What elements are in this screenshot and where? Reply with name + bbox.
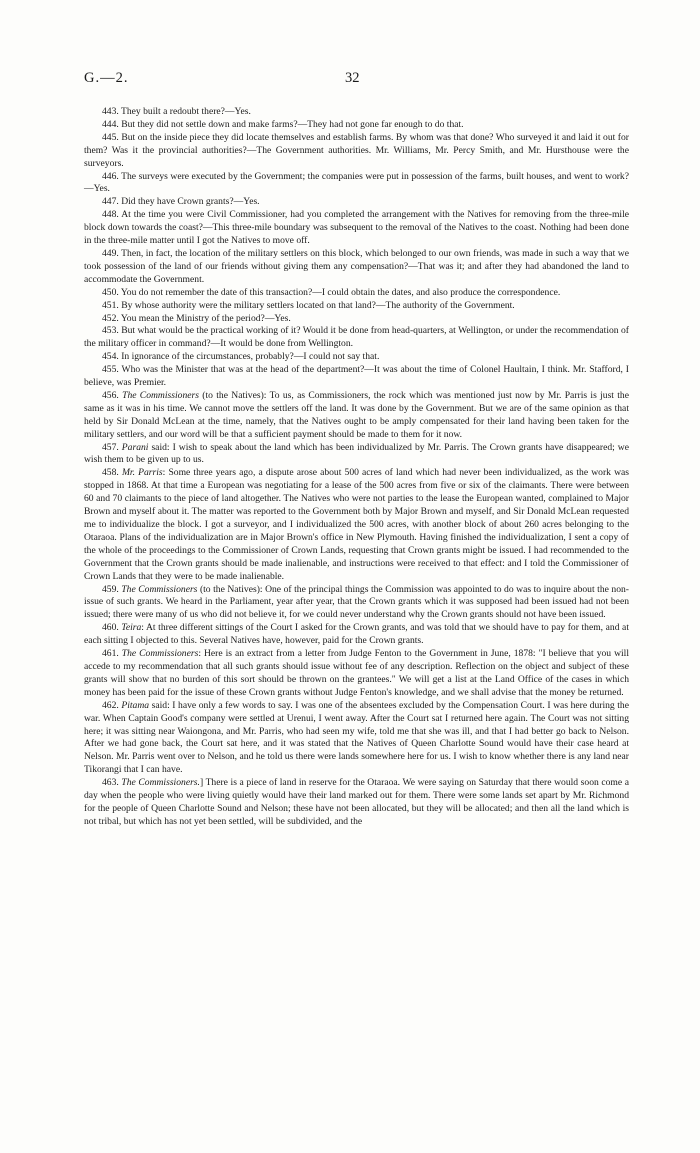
question-paragraph: 445. But on the inside piece they did locate themselves and establish farms. By whom was that done? Who surveyed it and laid it out for them? Was it the provincial authorities?—The Government authorities. Mr. Williams, Mr. Percy Smith, and Mr. Hursthouse were the surveyors. [84,131,629,169]
question-paragraph: 443. They built a redoubt there?—Yes. [102,106,251,117]
question-paragraph: 450. You do not remember the date of this transaction?—I could obtain the dates, and also produce the correspondence. [102,286,561,298]
testimony-body [84,106,629,829]
document-reference: G.—2. [84,70,129,86]
statement-paragraph: 460. Teira: At three different sittings of the Court I asked for the Crown grants, and was told that we should have to pay for them, and at each sitting I objected to this. Several Natives have, however, paid for the Crown grants. [84,622,629,647]
question-paragraph: 452. You mean the Ministry of the period?—Yes. [102,312,291,324]
question-paragraph: 444. But they did not settle down and make farms?—They had not gone far enough to do that. [102,118,464,130]
statement-paragraph: 463. The Commissioners.] There is a piece of land in reserve for the Otaraoa. We were saying on Saturday that there would soon come a day when the people who were living quietly would have their land marked out for them. There were some lands set apart by Mr. Richmond for the people of Queen Charlotte Sound and Nelson; these have not been allocated, but they will be allocated; and then all the land which is not tribal, but which has not yet been settled, will be subdivided, and the [84,777,630,827]
statement-paragraph: 457. Parani said: I wish to speak about the land which has been individualized by Mr. Parris. The Crown grants have disappeared; we wish them to be given up to us. [84,441,629,466]
question-paragraph: 447. Did they have Crown grants?—Yes. [102,196,260,208]
question-paragraph: 454. In ignorance of the circumstances, probably?—I could not say that. [102,351,380,363]
page-number: 32 [345,70,360,86]
question-paragraph: 446. The surveys were executed by the Government; the companies were put in possession of the farms, built houses, and went to work?—Yes. [84,170,629,195]
question-paragraph: 455. Who was the Minister that was at the head of the department?—It was about the time of Colonel Haultain, I think. Mr. Stafford, I believe, was Premier. [84,364,629,389]
question-paragraph: 451. By whose authority were the military settlers located on that land?—The authority of the Government. [102,299,515,311]
question-paragraph: 453. But what would be the practical working of it? Would it be done from head-quarters, at Wellington, or under the recommendation of the military officer in command?—It would be done from Wellington. [84,325,629,350]
question-paragraph: 449. Then, in fact, the location of the military settlers on this block, which belonged to our own friends, was made in such a way that we took possession of the land of our friends without giving them any compensation?—That was it; and after they had abandoned the land to accommodate the Government. [84,247,629,285]
question-paragraph: 448. At the time you were Civil Commissioner, had you completed the arrangement with the Natives for removing from the three-mile block down towards the coast?—This three-mile boundary was subsequent to the removal of the Natives to the coast. Nothing had been done in the three-mile matter until I got the Natives to move off. [84,209,629,247]
statement-paragraph: 458. Mr. Parris: Some three years ago, a dispute arose about 500 acres of land which had never been individualized, as the work was stopped in 1868. At that time a European was negotiating for a lease of the 500 acres from five or six of the claimants. There were between 60 and 70 claimants to the piece of land altogether. The Natives who were not parties to the lease the European wanted, complained to Major Brown and myself about it. The matter was reported to the Government both by Major Brown and myself, and Sir Donald McLean requested me to individualize the block. I got a surveyor, and I individualized the 500 acres, with another block of about 260 acres belonging to the Otaraoa. Plans of the individualization are in Major Brown's office in New Plymouth. Having finished the individualization, I sent a copy of the whole of the proceedings to the Commissioner of Crown Lands, requesting that Crown grants might be issued. I had recommended to the Government that the Crown grants should be made inalienable, and instructions were received to that effect: and I told the Commissioner of Crown Lands that they were to be made inalienable. [84,467,630,582]
statement-paragraph: 461. The Commissioners: Here is an extract from a letter from Judge Fenton to the Government in June, 1878: "I believe that you will accede to my recommendation that all such grants should issue without fee of any description. Reflection on the object and subject of these grants will show that no burden of this sort should be thrown on the grantees." We will get a list at the Land Office of the cases in which money has been paid for the issue of these Crown grants without Judge Fenton's knowledge, and we shall advise that the money be returned. [84,648,629,698]
statement-paragraph: 462. Pitama said: I have only a few words to say. I was one of the absentees excluded by the Compensation Court. I was here during the war. When Captain Good's company were settled at Urenui, I went away. After the Court sat I returned here again. The Court was not sitting here; it was sitting near Waiongona, and Mr. Parris, who had seen my wife, told me that she was ill, and that I had better go back to Nelson. After we had gone back, the Court sat here, and it was stated that the Natives of Queen Charlotte Sound would have their case heard at Nelson. Mr. Parris went over to Nelson, and he told us there were lands somewhere here for us. I wish to know whether there is any land near Tikorangi that I can have. [84,699,629,776]
statement-paragraph: 456. The Commissioners (to the Natives): To us, as Commissioners, the rock which was mentioned just now by Mr. Parris is just the same as it was in his time. We cannot move the settlers off the land. It was done by the Government. But we are of the same opinion as that held by Sir Donald McLean at the time, namely, that the Natives ought to be amply compensated for their land having been taken for the military settlers, and our word will be that a sufficient payment should be made to them for it now. [84,389,629,440]
statement-paragraph: 459. The Commissioners (to the Natives): One of the principal things the Commission was appointed to do was to inquire about the non-issue of such grants. We heard in the Parliament, year after year, that the Crown grants which it was supposed had been issued had not been issued; there were many of us who did not believe it, for we could never understand why the Crown grants should not have been issued. [84,583,629,621]
